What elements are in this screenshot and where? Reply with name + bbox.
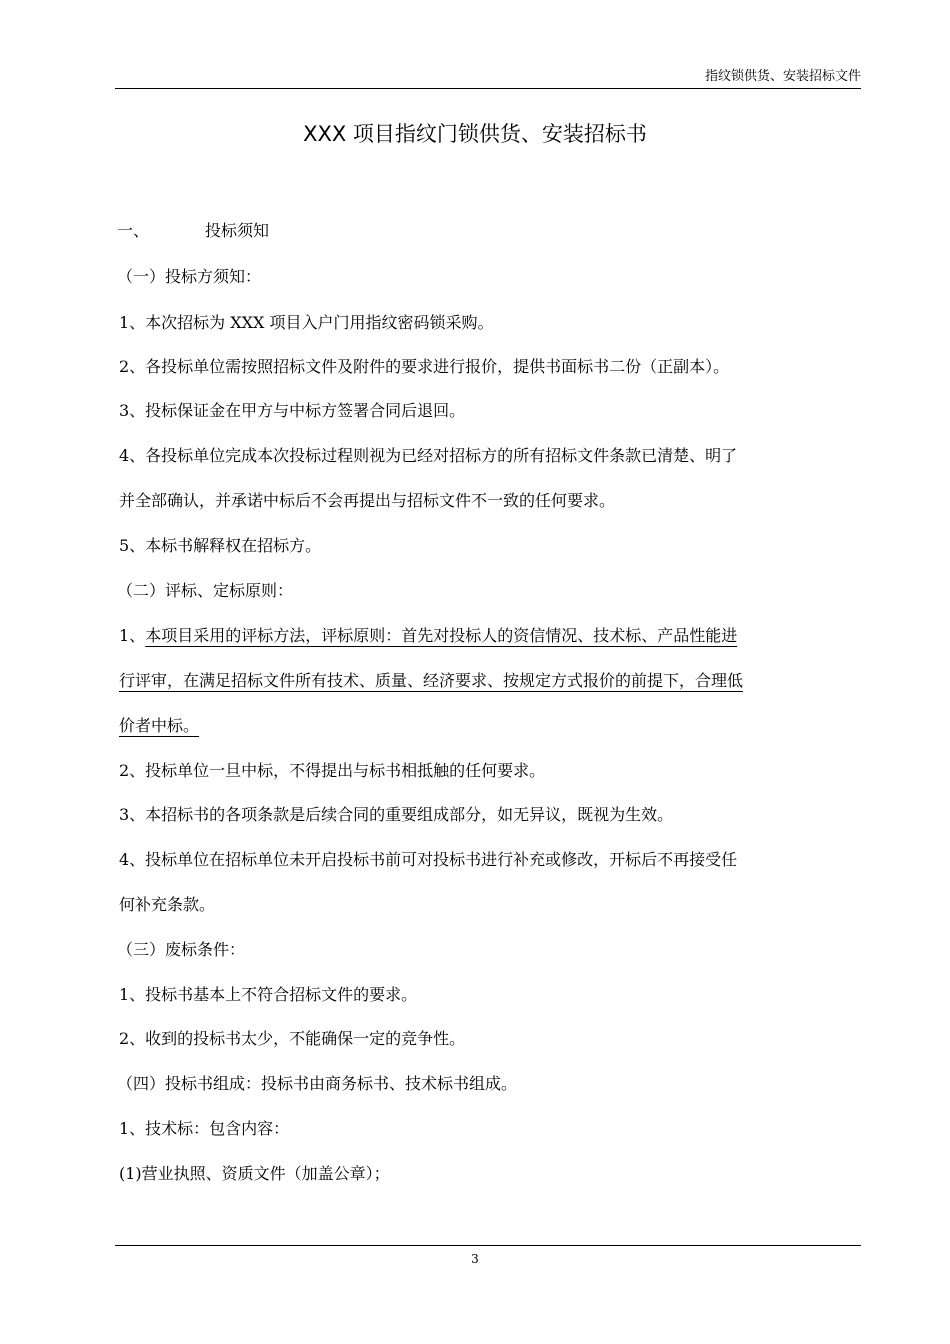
paragraph-line: 2、收到的投标书太少，不能确保一定的竞争性。 xyxy=(119,1029,466,1048)
paragraph-line xyxy=(119,625,737,647)
paragraph-line: (1)营业执照、资质文件（加盖公章）； xyxy=(119,1164,390,1183)
paragraph-line: 并全部确认，并承诺中标后不会再提出与招标文件不一致的任何要求。 xyxy=(119,491,616,510)
page-header xyxy=(115,66,861,89)
paragraph-line: 2、各投标单位需按照招标文件及附件的要求进行报价，提供书面标书二份（正副本）。 xyxy=(119,357,730,376)
subsection-heading: （二）评标、定标原则： xyxy=(117,581,294,600)
subsection-heading: （三）废标条件： xyxy=(117,940,246,959)
paragraph-line: 何补充条款。 xyxy=(119,895,216,914)
section-title: 投标须知 xyxy=(205,221,270,240)
section-number: 一、 xyxy=(117,221,150,240)
underlined-paragraph-line: 行评审，在满足招标文件所有技术、质量、经济要求、按规定方式报价的前提下，合理低 xyxy=(119,671,744,690)
paragraph-line: 3、投标保证金在甲方与中标方签署合同后退回。 xyxy=(119,401,466,420)
document-title: XXX 项目指纹门锁供货、安装招标书 xyxy=(303,122,647,146)
page-number: 3 xyxy=(471,1252,479,1266)
paragraph-line: 4、各投标单位完成本次投标过程则视为已经对招标方的所有招标文件条款已清楚、明了 xyxy=(119,446,738,465)
paragraph-line: 3、本招标书的各项条款是后续合同的重要组成部分，如无异议，既视为生效。 xyxy=(119,805,674,824)
paragraph-line: 4、投标单位在招标单位未开启投标书前可对投标书进行补充或修改，开标后不再接受任 xyxy=(119,850,738,869)
paragraph-line: 1、技术标：包含内容： xyxy=(119,1119,290,1138)
underlined-paragraph-line: 价者中标。 xyxy=(119,716,200,735)
subsection-heading: （四）投标书组成：投标书由商务标书、技术标书组成。 xyxy=(117,1074,518,1093)
item-number: 1、 xyxy=(119,626,146,645)
page-footer-rule xyxy=(115,1245,861,1246)
underlined-text: 本项目采用的评标方法，评标原则：首先对投标人的资信情况、技术标、产品性能进 xyxy=(145,626,738,645)
running-title: 指纹锁供货、安装招标文件 xyxy=(704,69,861,84)
paragraph-line: 1、投标书基本上不符合招标文件的要求。 xyxy=(119,985,418,1004)
paragraph-line: 2、投标单位一旦中标，不得提出与标书相抵触的任何要求。 xyxy=(119,761,546,780)
subsection-heading: （一）投标方须知： xyxy=(117,267,262,286)
paragraph-line: 1、本次招标为 XXX 项目入户门用指纹密码锁采购。 xyxy=(119,313,494,332)
paragraph-line: 5、本标书解释权在招标方。 xyxy=(119,536,322,555)
